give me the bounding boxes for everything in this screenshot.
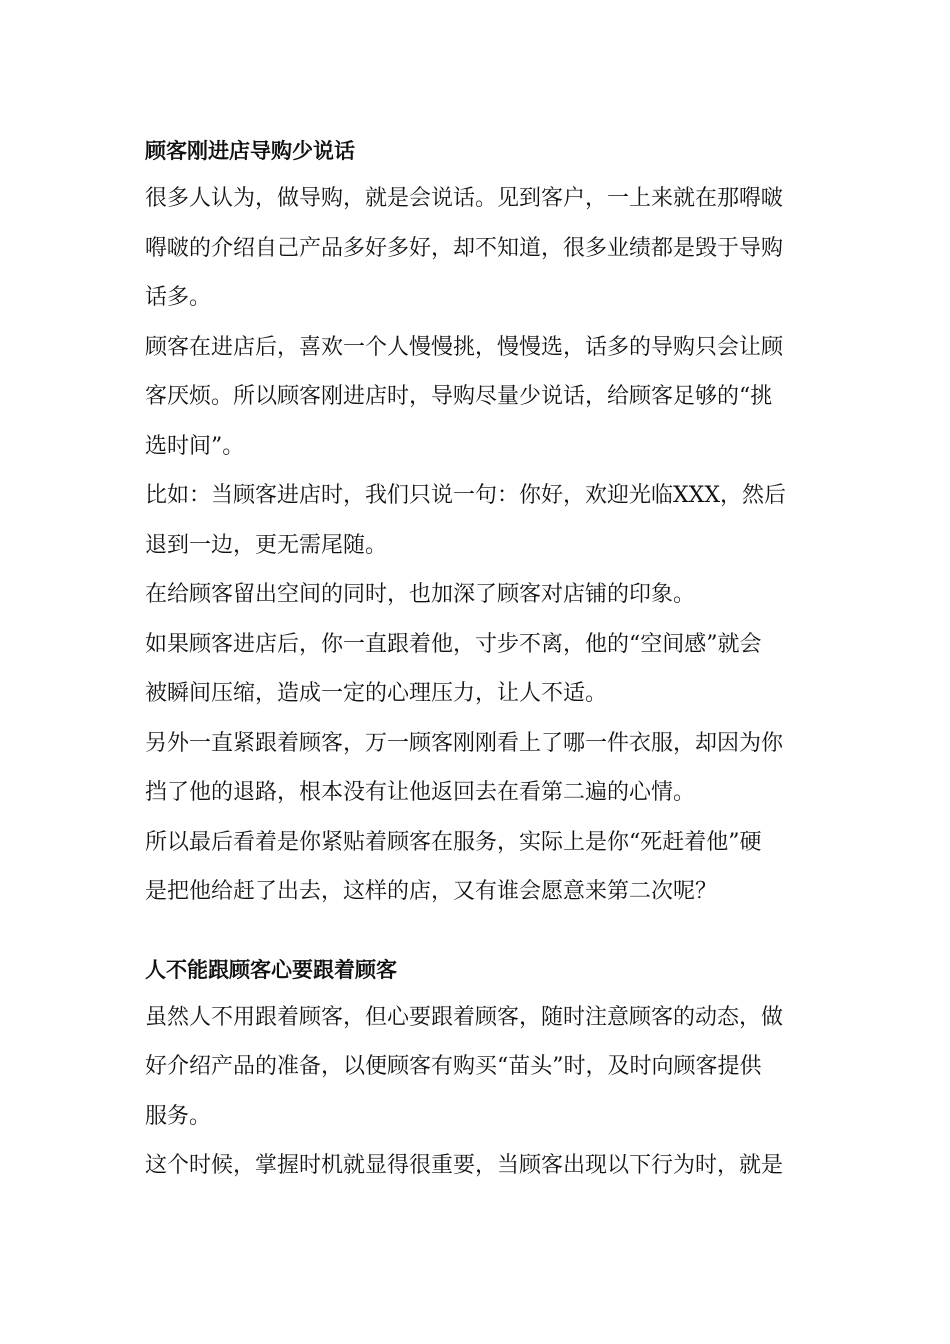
text-line: 是把他给赶了出去，这样的店，又有谁会愿意来第二次呢？	[145, 879, 718, 904]
paragraph	[145, 993, 810, 1142]
text-line: 被瞬间压缩，造成一定的心理压力，让人不适。	[145, 681, 608, 706]
text-line: 话多。	[145, 285, 212, 310]
section-2	[145, 947, 810, 1191]
document-body	[145, 128, 810, 1191]
paragraph	[145, 323, 810, 472]
paragraph	[145, 1141, 810, 1191]
text-line: 在给顾客留出空间的同时，也加深了顾客对店铺的印象。	[145, 582, 696, 607]
text-line: 嘚啵的介绍自己产品多好多好，却不知道，很多业绩都是毁于导购	[145, 235, 784, 261]
paragraph	[145, 570, 810, 620]
text-line: 好介绍产品的准备，以便顾客有购买“苗头”时，及时向顾客提供	[145, 1054, 762, 1079]
text-line: 所以最后看着是你紧贴着顾客在服务，实际上是你“死赶着他”硬	[145, 829, 762, 855]
paragraph	[145, 620, 810, 719]
text-line: 另外一直紧跟着顾客，万一顾客刚刚看上了哪一件衣服，却因为你	[145, 730, 784, 756]
section-heading: 人不能跟顾客心要跟着顾客	[145, 957, 397, 982]
text-line: 退到一边，更无需尾随。	[145, 532, 388, 558]
paragraph	[145, 719, 810, 818]
text-line: 客厌烦。所以顾客刚进店时，导购尽量少说话，给顾客足够的“挑	[145, 384, 773, 409]
text-line: 虽然人不用跟着顾客，但心要跟着顾客，随时注意顾客的动态，做	[145, 1004, 784, 1030]
paragraph	[145, 174, 810, 323]
text-line: 顾客在进店后，喜欢一个人慢慢挑，慢慢选，话多的导购只会让顾	[145, 334, 784, 360]
text-line: 很多人认为，做导购，就是会说话。见到客户，一上来就在那嘚啵	[145, 186, 784, 211]
section-spacer	[145, 917, 810, 947]
paragraph	[145, 471, 810, 570]
text-line: 如果顾客进店后，你一直跟着他，寸步不离，他的“空间感”就会	[145, 631, 762, 657]
text-line: 这个时候，掌握时机就显得很重要，当顾客出现以下行为时，就是	[145, 1153, 784, 1178]
paragraph	[145, 818, 810, 917]
section-heading: 顾客刚进店导购少说话	[145, 139, 355, 163]
section-1	[145, 128, 810, 917]
text-line: 比如：当顾客进店时，我们只说一句：你好，欢迎光临XXX，然后	[145, 483, 786, 508]
text-line: 挡了他的退路，根本没有让他返回去在看第二遍的心情。	[145, 780, 696, 805]
text-line: 服务。	[145, 1103, 212, 1129]
text-line: 选时间”。	[145, 433, 245, 459]
